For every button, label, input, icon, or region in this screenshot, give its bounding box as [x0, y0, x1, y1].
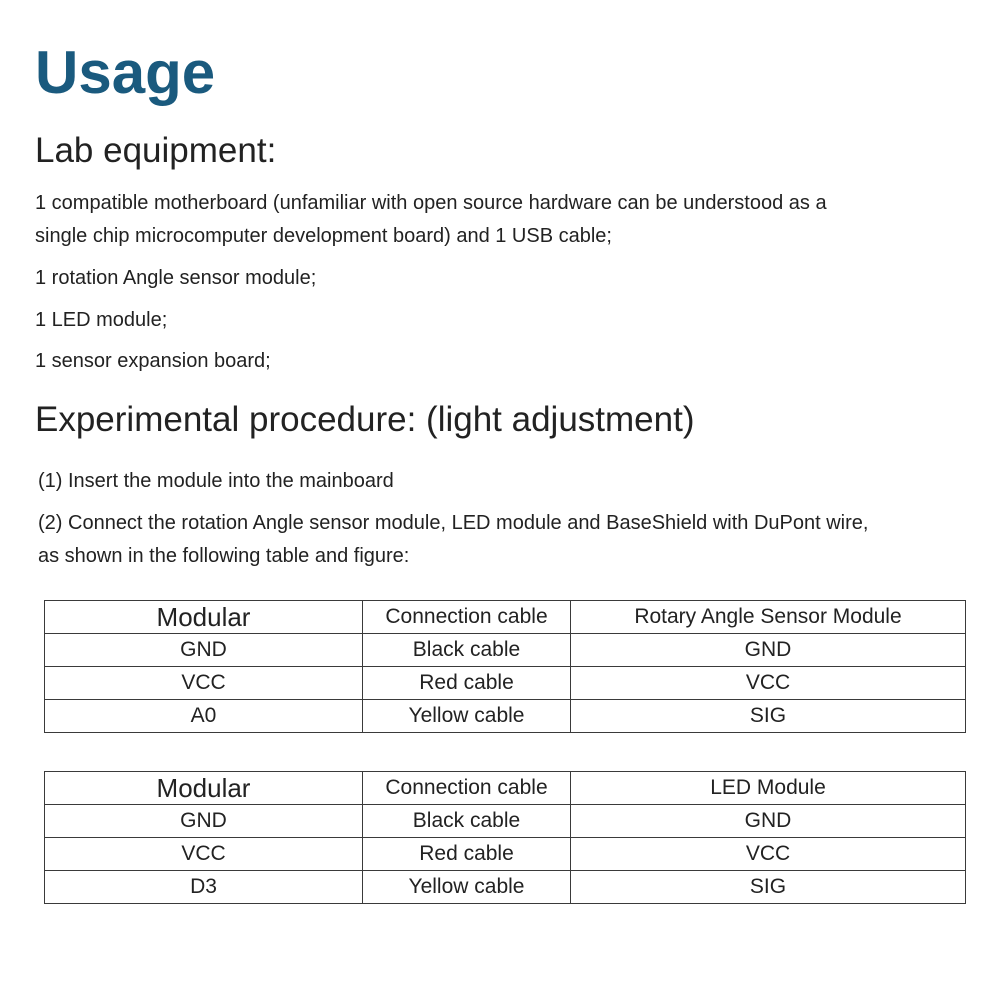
- header-modular: Modular: [45, 601, 363, 634]
- procedure-heading: Experimental procedure: (light adjustment): [35, 400, 695, 439]
- table-row: [45, 700, 966, 733]
- table-row: [45, 838, 966, 871]
- table-cell: D3: [45, 871, 363, 904]
- table-cell: Black cable: [363, 634, 571, 667]
- table-header-row: [45, 601, 966, 634]
- table-cell: VCC: [571, 838, 966, 871]
- table-cell: Black cable: [363, 805, 571, 838]
- table-header-row: [45, 772, 966, 805]
- header-rotary-angle-sensor-module: Rotary Angle Sensor Module: [571, 601, 966, 634]
- table-cell: Yellow cable: [363, 700, 571, 733]
- table-cell: SIG: [571, 871, 966, 904]
- table-cell: GND: [45, 805, 363, 838]
- table-cell: Red cable: [363, 838, 571, 871]
- header-connection-cable: Connection cable: [363, 601, 571, 634]
- table-cell: VCC: [571, 667, 966, 700]
- procedure-step-2-line2: as shown in the following table and figure:: [38, 545, 410, 567]
- header-modular: Modular: [45, 772, 363, 805]
- equipment-item-led-module: 1 LED module;: [35, 309, 168, 331]
- table-cell: GND: [571, 805, 966, 838]
- table-row: [45, 634, 966, 667]
- table-cell: GND: [571, 634, 966, 667]
- header-connection-cable: Connection cable: [363, 772, 571, 805]
- table-row: [45, 805, 966, 838]
- table-row: [45, 667, 966, 700]
- lab-equipment-heading: Lab equipment:: [35, 131, 277, 170]
- table-cell: Yellow cable: [363, 871, 571, 904]
- equipment-item-motherboard-line2: single chip microcomputer development board) and 1 USB cable;: [35, 225, 612, 247]
- procedure-step-1: (1) Insert the module into the mainboard: [38, 470, 394, 492]
- equipment-item-angle-sensor: 1 rotation Angle sensor module;: [35, 267, 317, 289]
- procedure-step-2-line1: (2) Connect the rotation Angle sensor module, LED module and BaseShield with DuPont wire,: [38, 512, 869, 534]
- table-cell: Red cable: [363, 667, 571, 700]
- equipment-item-expansion-board: 1 sensor expansion board;: [35, 350, 271, 372]
- led-module-wiring-table: [44, 771, 966, 904]
- rotary-sensor-wiring-table: [44, 600, 966, 733]
- equipment-item-motherboard-line1: 1 compatible motherboard (unfamiliar with open source hardware can be understood as a: [35, 192, 827, 214]
- table-row: [45, 871, 966, 904]
- table-cell: GND: [45, 634, 363, 667]
- table-cell: A0: [45, 700, 363, 733]
- table-cell: VCC: [45, 667, 363, 700]
- header-led-module: LED Module: [571, 772, 966, 805]
- table-cell: VCC: [45, 838, 363, 871]
- page-title: Usage: [35, 39, 216, 106]
- table-cell: SIG: [571, 700, 966, 733]
